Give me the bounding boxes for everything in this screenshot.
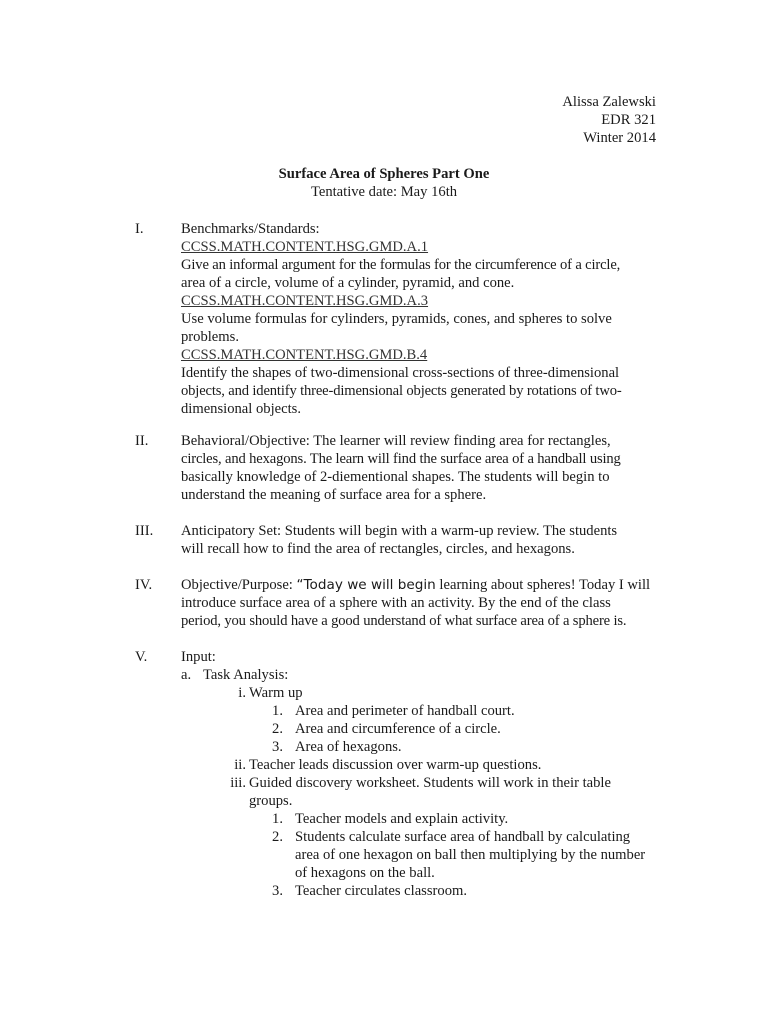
section-anticipatory-set — [135, 522, 665, 558]
list-marker: a. — [181, 667, 192, 683]
section-numeral: IV. — [135, 577, 153, 593]
paragraph-line: introduce surface area of a sphere with an activity. By the end of the class — [181, 595, 611, 611]
list-marker: 3. — [272, 883, 283, 899]
paragraph-line: circles, and hexagons. The learn will find the surface area of a handball using — [181, 451, 621, 467]
standard-text-line: area of a circle, volume of a cylinder, pyramid, and cone. — [181, 275, 515, 291]
list-text-continued: of hexagons on the ball. — [295, 865, 435, 881]
list-text: Warm up — [249, 685, 303, 701]
paragraph-line: understand the meaning of surface area for a sphere. — [181, 487, 487, 503]
author-header — [562, 93, 656, 147]
list-marker: 2. — [272, 721, 283, 737]
tentative-date: Tentative date: May 16th — [310, 184, 458, 200]
list-item-a — [181, 666, 289, 684]
section-heading: Input: — [181, 649, 216, 665]
list-item — [181, 828, 661, 846]
list-item — [181, 702, 661, 720]
document-title: Surface Area of Spheres Part One — [278, 166, 490, 182]
title-block — [0, 165, 768, 201]
section-numeral: II. — [135, 433, 149, 449]
section-numeral: V. — [135, 649, 148, 665]
list-marker: 3. — [272, 739, 283, 755]
line-text: learning about spheres! Today I will — [435, 577, 651, 593]
section-heading: Benchmarks/Standards: — [181, 221, 320, 237]
list-marker: 2. — [272, 829, 283, 845]
list-item — [181, 720, 661, 738]
term: Winter 2014 — [583, 130, 656, 146]
section-numeral: III. — [135, 523, 154, 539]
list-text: Teacher circulates classroom. — [295, 883, 467, 899]
paragraph-line — [181, 576, 665, 594]
list-text: Students calculate surface area of handball by calculating — [295, 829, 631, 845]
section-behavioral-objective — [135, 432, 665, 504]
section-benchmarks — [135, 220, 665, 418]
standard-text-line: Use volume formulas for cylinders, pyramids, cones, and spheres to solve — [181, 311, 612, 327]
course-code: EDR 321 — [601, 112, 656, 128]
standard-text-line: Give an informal argument for the formulas for the circumference of a circle, — [181, 257, 621, 273]
paragraph-line: basically knowledge of 2-diementional shapes. The students will begin to — [181, 469, 610, 485]
list-text: Teacher leads discussion over warm-up questions. — [249, 757, 542, 773]
list-item-ii — [181, 756, 661, 774]
list-marker: iii. — [230, 775, 246, 791]
list-marker: 1. — [272, 811, 283, 827]
standard-link-3[interactable]: CCSS.MATH.CONTENT.HSG.GMD.B.4 — [181, 347, 428, 363]
section-objective-purpose — [135, 576, 665, 630]
paragraph-line: period, you should have a good understand of what surface area of a sphere is. — [181, 613, 627, 629]
list-text-continued: groups. — [249, 793, 293, 809]
paragraph-line: will recall how to find the area of rectangles, circles, and hexagons. — [181, 541, 575, 557]
quote-text: “Today we will begin — [296, 577, 436, 593]
standard-text-line: Identify the shapes of two-dimensional cross-sections of three-dimensional — [181, 365, 620, 381]
list-text: Task Analysis: — [203, 667, 289, 683]
section-numeral: I. — [135, 221, 144, 237]
paragraph-line: Behavioral/Objective: The learner will review finding area for rectangles, — [181, 433, 611, 449]
list-marker: 1. — [272, 703, 283, 719]
list-text: Area and perimeter of handball court. — [295, 703, 515, 719]
standard-text-line: dimensional objects. — [181, 401, 301, 417]
list-marker: i. — [238, 685, 246, 701]
standard-link-1[interactable]: CCSS.MATH.CONTENT.HSG.GMD.A.1 — [181, 239, 429, 255]
list-item — [181, 810, 661, 828]
standard-text-line: objects, and identify three-dimensional objects generated by rotations of two- — [181, 383, 622, 399]
list-item-i — [181, 684, 661, 702]
author-name: Alissa Zalewski — [562, 94, 656, 110]
list-text: Area of hexagons. — [295, 739, 402, 755]
label-text: Objective/Purpose: — [181, 577, 297, 593]
list-text: Area and circumference of a circle. — [295, 721, 501, 737]
list-text: Teacher models and explain activity. — [295, 811, 509, 827]
list-item-iii — [181, 774, 661, 792]
list-marker: ii. — [234, 757, 246, 773]
list-item — [181, 882, 661, 900]
standard-text-line: problems. — [181, 329, 239, 345]
list-item — [181, 738, 661, 756]
paragraph-line: Anticipatory Set: Students will begin with a warm-up review. The students — [181, 523, 618, 539]
standard-link-2[interactable]: CCSS.MATH.CONTENT.HSG.GMD.A.3 — [181, 293, 429, 309]
section-input — [135, 648, 665, 898]
list-text-continued: area of one hexagon on ball then multiplying by the number — [295, 847, 646, 863]
list-text: Guided discovery worksheet. Students will work in their table — [249, 775, 611, 791]
